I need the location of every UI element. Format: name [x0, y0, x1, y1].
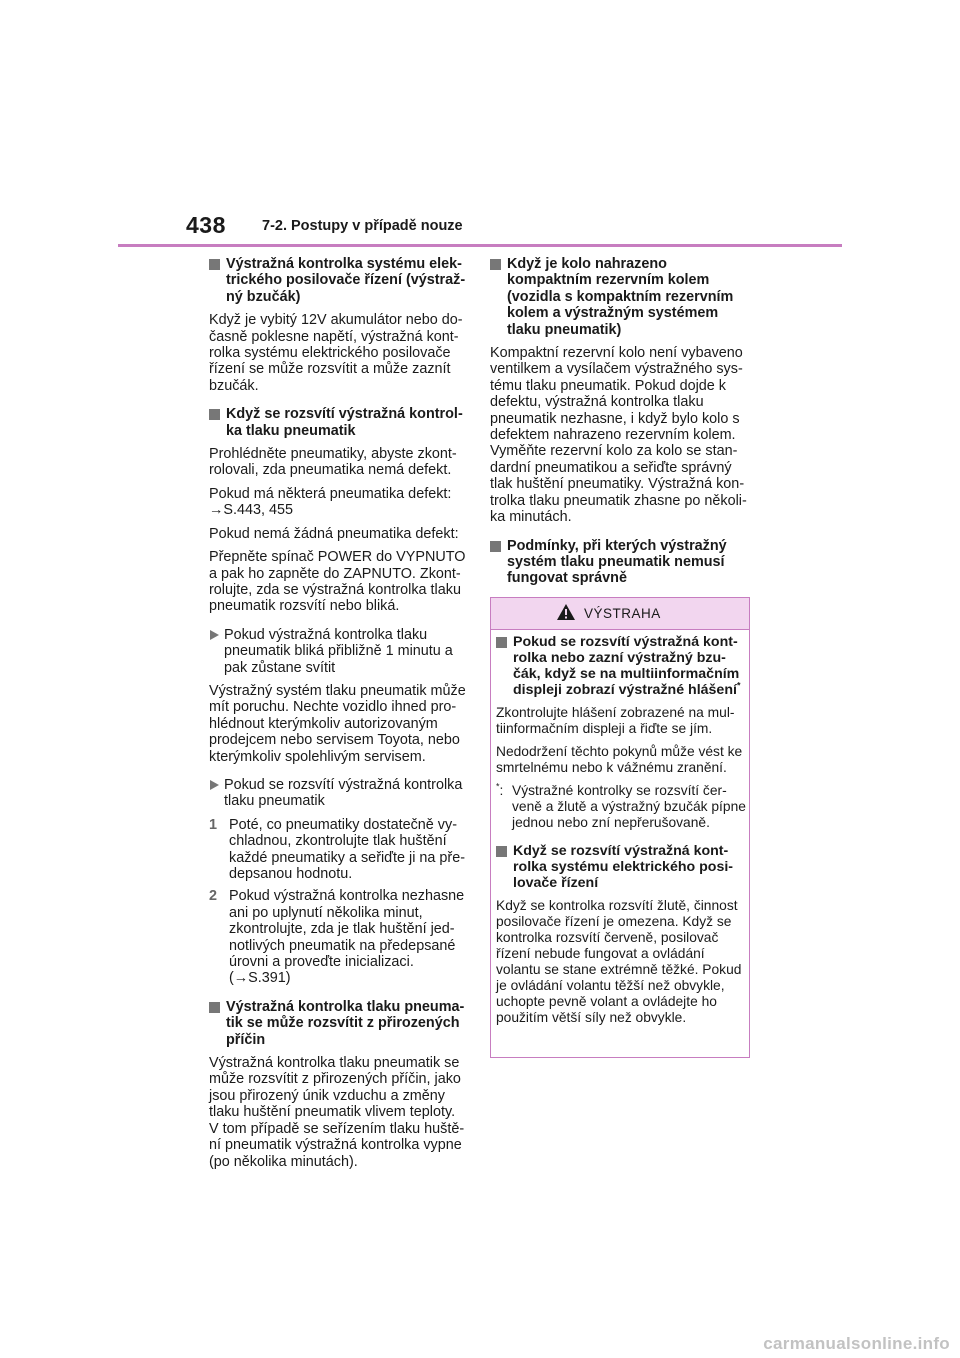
warning-box	[490, 597, 750, 1058]
paragraph: Výstražná kontrolka tlaku pneumatik se může rozsvítit z přirozených příčin, jako jsou přirozený únik vzduchu a změny tlaku huštění pneumatik vlivem teploty. V tom případě se seřízením tlaku huštění pneumatik výstražná kontrolka vypne (po několika minutách).	[209, 1055, 465, 1170]
warning-body	[496, 634, 746, 1033]
square-bullet-icon	[496, 637, 507, 648]
square-bullet-icon	[496, 846, 507, 857]
subheading-lit: Pokud se rozsvítí výstražná kontrolka tlaku pneumatik	[209, 777, 467, 810]
paragraph: Když se kontrolka rozsvítí žlutě, činnost posilovače řízení je omezena. Když se kontrolka rozsvítí červeně, posilovač řízení nebude fungovat a ovládání volantu se stane extrémně těžké. Pokud je ovládání volantu těžší než obvykle, uchopte pevně volant a ovládejte ho použitím větší síly než obvykle.	[496, 898, 742, 1025]
square-bullet-icon	[490, 541, 501, 552]
footnote: *: Výstražné kontrolky se rozsvítí červeně a žlutě a výstražný bzučák pípne jednou nebo zní nepřerušovaně.	[496, 781, 746, 830]
paragraph: Zkontrolujte hlášení zobrazené na multiinformačním displeji a řiďte se jím.	[496, 705, 735, 736]
paragraph: Prohlédněte pneumatiky, abyste zkontrolovali, zda pneumatika nemá defekt.	[209, 446, 457, 479]
page-number: 438	[186, 212, 226, 238]
right-column	[490, 256, 752, 620]
warning-heading-mid: Pokud se rozsvítí výstražná kontrolka nebo zazní výstražný bzučák, když se na multiinformačním displeji zobrazí výstražné hlášení*	[496, 634, 746, 698]
square-bullet-icon	[209, 409, 220, 420]
square-bullet-icon	[209, 259, 220, 270]
heading-eps-warning: Výstražná kontrolka systému elektrického posilovače řízení (výstražný bzučák)	[209, 256, 467, 305]
step-item: 1 Poté, co pneumatiky dostatečně vychladnou, zkontrolujte tlak huštění každé pneumatiky a seřiďte ji na předepsanou hodnotu.	[209, 816, 466, 882]
header-divider	[118, 244, 842, 247]
paragraph: Když je vybitý 12V akumulátor nebo dočasně poklesne napětí, výstražná kontrolka systému elektrického posilovače řízení se může rozsvítit a může zaznít bzučák.	[209, 312, 463, 394]
paragraph-reference: Pokud má některá pneumatika defekt: →S.443, 455	[209, 485, 452, 519]
page-header	[0, 0, 960, 250]
footnote-marker: *	[736, 680, 741, 691]
paragraph: Pokud nemá žádná pneumatika defekt:	[209, 525, 459, 542]
heading-conditions: Podmínky, při kterých výstražný systém tlaku pneumatik nemusí fungovat správně	[490, 538, 752, 587]
left-column	[209, 256, 467, 1177]
warning-title: VÝSTRAHA	[584, 606, 661, 621]
heading-tpms-light: Když se rozsvítí výstražná kontrolka tlaku pneumatik	[209, 406, 467, 439]
paragraph: Nedodržení těchto pokynů může vést ke smrtelnému nebo k vážnému zranění.	[496, 744, 743, 775]
triangle-bullet-icon	[210, 630, 219, 640]
square-bullet-icon	[490, 259, 501, 270]
warning-heading-eps: Když se rozsvítí výstražná kontrolka systému elektrického posilovače řízení	[496, 843, 746, 891]
paragraph: Přepněte spínač POWER do VYPNUTO a pak ho zapněte do ZAPNUTO. Zkontrolujte, zda se výstražná kontrolka tlaku pneumatik rozsvítí nebo bliká.	[209, 549, 466, 615]
heading-compact-spare: Když je kolo nahrazeno kompaktním rezervním kolem (vozidla s kompaktním rezervním kolem a výstražným systémem tlaku pneumatik)	[490, 256, 752, 338]
section-title: 7-2. Postupy v případě nouze	[262, 218, 463, 234]
warning-header	[491, 598, 749, 630]
warning-triangle-icon	[556, 603, 576, 621]
watermark: carmanualsonline.info	[763, 1334, 950, 1353]
subheading-blinking: Pokud výstražná kontrolka tlaku pneumatik bliká přibližně 1 minutu a pak zůstane svítit	[209, 627, 467, 676]
paragraph: Kompaktní rezervní kolo není vybaveno ventilkem a vysílačem výstražného systému tlaku pneumatik. Pokud dojde k defektu, výstražná kontrolka tlaku pneumatik nezhasne, i když bylo kolo s defektem nahrazeno rezervním kolem. Vyměňte rezervní kolo za kolo se standardní pneumatikou a seřiďte správný tlak huštění pneumatiky. Výstražná kontrolka tlaku pneumatik zhasne po několika minutách.	[490, 345, 747, 526]
step-item: 2 Pokud výstražná kontrolka nezhasne ani po uplynutí několika minut, zkontrolujte, zda je tlak huštění jednotlivých pneumatik na předepsané úrovni a proveďte inicializaci. (→S.391)	[209, 888, 465, 987]
triangle-bullet-icon	[210, 780, 219, 790]
heading-natural-causes: Výstražná kontrolka tlaku pneumatik se může rozsvítit z přirozených příčin	[209, 999, 467, 1048]
square-bullet-icon	[209, 1002, 220, 1013]
paragraph: Výstražný systém tlaku pneumatik může mít poruchu. Nechte vozidlo ihned prohlédnout kterýmkoliv autorizovaným prodejcem nebo servisem Toyota, nebo kterýmkoliv spolehlivým servisem.	[209, 682, 466, 765]
